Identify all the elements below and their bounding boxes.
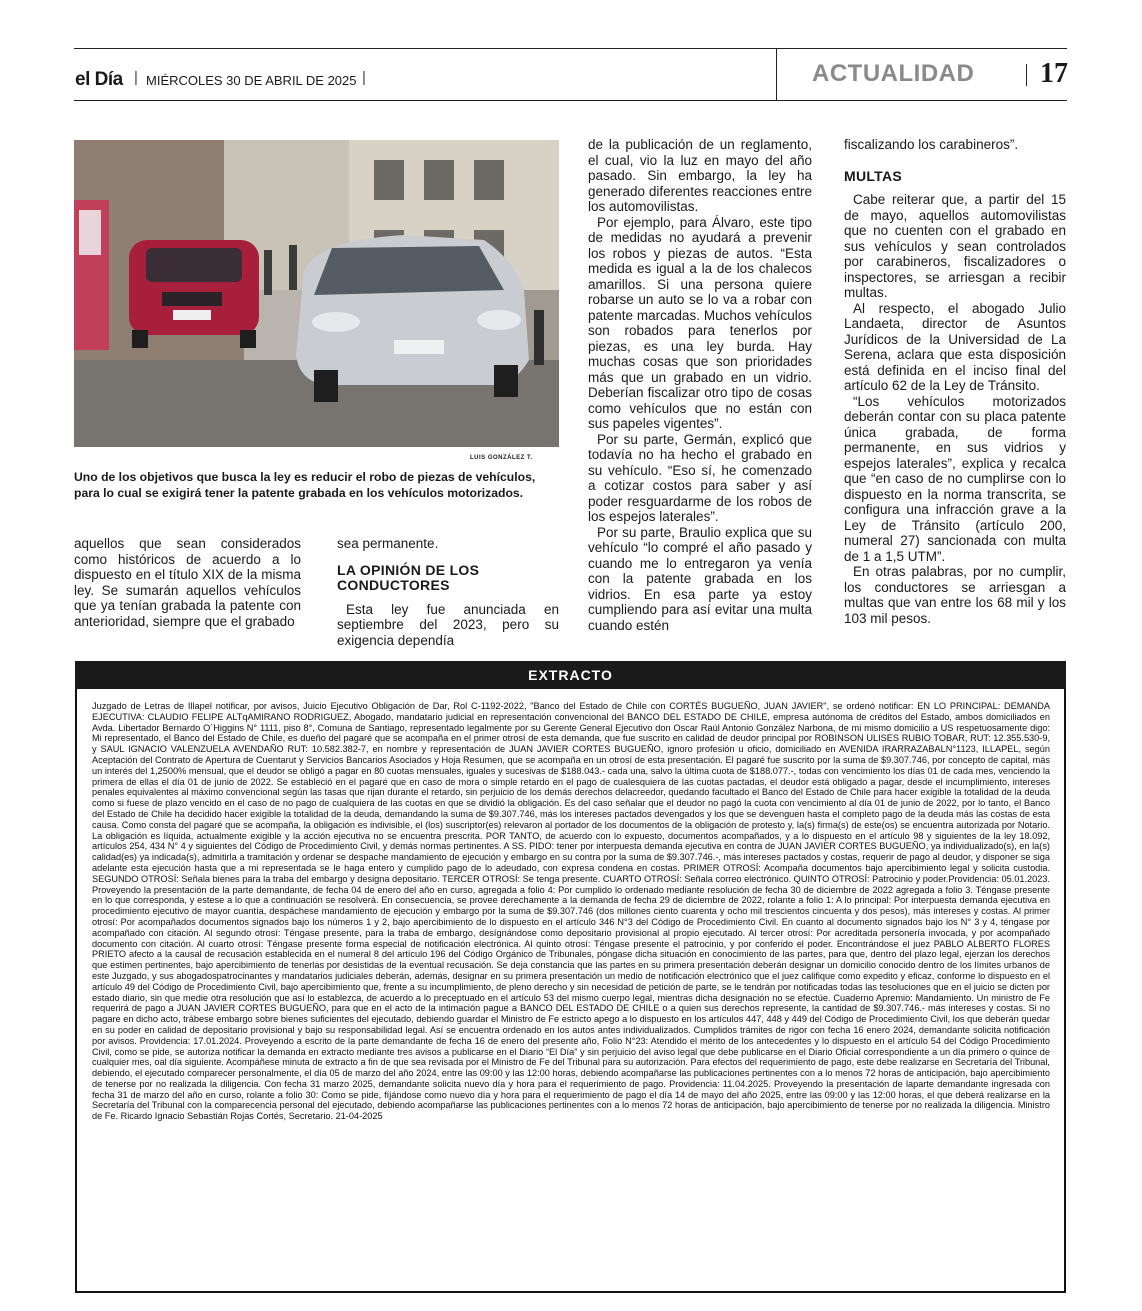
- article-paragraph: de la publicación de un reglamento, el cual, vio la luz en mayo del año pasado. Sin embargo, la ley ha generado diferentes reacciones entre los automovilistas.: [588, 137, 812, 214]
- header-separator: |: [362, 69, 366, 86]
- article-paragraph: Por su parte, Germán, explicó que todavía no ha hecho el grabado en su vehículo. “Eso sí, he comenzado a cotizar costos para saber y así poder resguardarme de los robos de los espejos laterales”.: [588, 431, 812, 524]
- article-column-3: [588, 137, 812, 633]
- article-paragraph: En otras palabras, por no cumplir, los conductores se arriesgan a multas que van entre los 68 mil y los 103 mil pesos.: [844, 564, 1066, 626]
- article-paragraph: Esta ley fue anunciada en septiembre del 2023, pero su exigencia dependía: [337, 601, 559, 648]
- subheading: MULTAS: [844, 167, 903, 184]
- article-paragraph: sea permanente.: [337, 536, 439, 551]
- photo-caption: Uno de los objetivos que busca la ley es reducir el robo de piezas de vehículos, para lo cual se exigirá tener la patente grabada en los vehículos motorizados.: [74, 470, 536, 500]
- article-paragraph: Por ejemplo, para Álvaro, este tipo de medidas no ayudará a prevenir los robos y piezas de autos. “Esta medida es igual a la de los chalecos amarillos. Si una persona quiere robarse un auto se lo va a robar con patente marcadas. Muchos vehículos son robados para tenerlos por piezas, es una ley burda. Hay muchas cosas que son prioridades más que un grabado en un vidrio. Deberían fiscalizar otro tipo de cosas como vehículos que no están con sus papeles vigentes”.: [588, 214, 812, 431]
- page-number-divider: [1026, 64, 1027, 86]
- subheading: LA OPINIÓN DE LOS CONDUCTORES: [337, 561, 480, 593]
- legal-notice-title: EXTRACTO: [75, 661, 1066, 689]
- article-paragraph: aquellos que sean considerados como históricos de acuerdo a lo dispuesto en el título XIX de la misma ley. Se sumarán aquellos vehículos que ya tenían grabada la patente con anterioridad, siempre que el grabado: [74, 536, 301, 629]
- issue-date: MIÉRCOLES 30 DE ABRIL DE 2025: [146, 73, 357, 88]
- article-paragraph: Por su parte, Braulio explica que su vehículo “lo compré el año pasado y cuando me lo entregaron ya venía con la patente grabada en los vidrios. En esa parte ya estoy cumpliendo para así evitar una multa cuando estén: [588, 524, 812, 633]
- article-column-1: [74, 536, 301, 629]
- legal-notice-text: Juzgado de Letras de Illapel notificar, por avisos, Juicio Ejecutivo Obligación de Dar, Rol C-1192-2022, "Banco del Estado de Chile con CORTÉS BUGUEÑO, JUAN JAVIER", se ordenó notificar: EN LO PRINCIPAL: DEMANDA EJECUTIVA: CLAUDIO FELIPE ALTqAMIRANO RODRIGUEZ, Abogado, mandatario judicial en representación convencional del BANCO DEL ESTADO DE CHILE, empresa autónoma de créditos del Estado, ambos domiciliados en Avda. Libertador Bernardo O´Higgins N° 1111, piso 8°, Comuna de Santiago, representado legalmente por su Gerente General Ejecutivo don Oscar Raúl Antonio González Narbona, de mi mismo domicilio a US respetuosamente digo: Mi representado, el Banco del Estado de Chile, es dueño del pagaré que se acompaña en el primer otrosí de esta demanda, que fue suscrito en calidad de deudor principal por ROBINSON ULISES RUBIO TOBAR, RUT: 12.355.530-9, y SAUL IGNACIO VALENZUELA AVENDAÑO RUT: 10.582.382-7, en nombre y representación de JUAN JAVIER CORTES BUGUEÑO, ignoro profesión u oficio, domiciliado en AVENIDA IRARRAZABALN°1123, ILLAPEL, según Aceptación del Contrato de Apertura de Cuentarut y Servicios Bancarios Asociados y Hoja Resumen, que se acompaña en un otrosí de esta presentación. El pagaré fue suscrito por la suma de $9.307.746, por concepto de capital, más un interés del 1,2500% mensual, que el deudor se obligó a pagar en 80 cuotas mensuales, iguales y sucesivas de $188.043.- cada una, salvo la última cuota de $188.077.-, todas con vencimiento los días 01 de cada mes, venciendo la primera de ellas el día 01 de junio de 2022. Se estableció en el pagaré que en caso de mora o simple retardo en el pago de cualesquiera de las cuotas pactadas, el deudor está obligado a pagar, desde el incumplimiento, intereses penales equivalentes al máximo convencional según las tasas que rijan durante el retardo, sin perjuicio de los demás derechos delacreedor, quedando facultado el Banco del Estado de Chile para hacer exigible la totalidad de la deuda como si fuese de plazo vencido en el caso de no pago de cualquiera de las cuotas en que se dividió la obligación. Es del caso señalar que el deudor no pagó la cuota con vencimiento al día 01 de junio de 2022, por lo tanto, el Banco del Estado de Chile ha decidido hacer exigible la totalidad de la deuda, demandando la suma de $9.307.746, más los intereses pactados devengados y los que se devenguen hasta el completo pago de la deuda más las costas de esta causa. Como consta del pagaré que se acompaña, la obligación es indivisible, el (los) suscriptor(es) relevaron al portador de los documentos de la obligación de protesto y, la(s) firma(s) de este(os) se encuentra autorizada por Notario. La obligación es líquida, actualmente exigible y la acción ejecutiva no se encuentra prescrita. POR TANTO, de acuerdo con lo expuesto, documentos acompañados, y a lo dispuesto en el artículo 98 y siguientes de la ley 18.092, artículos 254, 434 N° 4 y siguientes del Código de Procedimiento Civil, y demás normas pertinentes. A SS. PIDO: tener por interpuesta demanda ejecutiva en contra de JUAN JAVIER CORTES BUGUEÑO, ya individualizado(s), en la(s) calidad(es) ya indicada(s), admitirla a tramitación y ordenar se despache mandamiento de ejecución y embargo en su contra por la suma de $9.307.746.-, más intereses pactados y costas, requerir de pago al deudor, y disponer se siga adelante esta ejecución hasta que a mi representada se le haga entero y cumplido pago de lo adeudado, con expresa condena en costas. PRIMER OTROSÍ: Acompaña documentos bajo apercibimiento legal y solicita custodia. SEGUNDO OTROSÍ: Señala bienes para la traba del embargo y designa depositario. TERCER OTROSÍ: Se tenga presente. CUARTO OTROSÍ: Señala correo electrónico. QUINTO OTROSÍ: Patrocinio y poder.Providencia: 05.01.2023. Proveyendo la presentación de la parte demandante, de fecha 04 de enero del año en curso, agregada a folio 4: Por cumplido lo ordenado mediante resolución de fecha 30 de diciembre de 2022 agregada a folio 3. Téngase presente en lo que corresponda, y estese a lo que a continuación se resolverá. En consecuencia, se provee derechamente a la demanda de fecha 29 de diciembre de 2022, rolante a folio 1: A lo principal: Por interpuesta demanda ejecutiva en procedimiento ejecutivo de mayor cuantía, despáchese mandamiento de ejecución y embargo por la suma de $9.307.746 (dos millones ciento cuarenta y ocho mil trescientos cincuenta y dos pesos), más intereses y costas. Al primer otrosí: Por acompañados documentos signados bajo los números 1 y 2, bajo apercibimiento de lo dispuesto en el artículo 346 N°3 del Código de Procedimiento Civil. En cuanto al documento signados bajo los N° 3 y 4, téngase por acompañado con citación. Al segundo otrosí: Téngase presente, para la traba de embargo, desígnándose como depositario provisional al propio ejecutado. Al tercer otrosí: Por acreditada personería invocada, y por acompañado documento con citación. Al cuarto otrosí: Téngase presente forma especial de notificación electrónica. Al quinto otrosí: Téngase presente el patrocinio, y por conferido el poder. Encontrándose el juez PABLO ALBERTO FLORES PRIETO afecto a la causal de recusación establecida en el numeral 8 del artículo 196 del Código Orgánico de Tribunales, póngase dicha situación en conocimiento de las partes, para que, dentro del plazo legal, ejerzan los derechos que estimen pertinentes, bajo apercibimiento de tenerlas por desistidas de la eventual recusación. Se deja constancia que las partes en su primera presentación deberán designar un domicilio conocido dentro de los límites urbanos de este Juzgado, y sus abogadospatrocinantes y mandatarios judiciales deberán, además, designar en su primera presentación un medio de notificación electrónico que el juez califique como expedito y eficaz, conforme lo dispuesto en el artículo 49 del Código de Procedimiento Civil, bajo apercibimiento que, frente a su incumplimiento, de pleno derecho y sin necesidad de petición de parte, se le tendrán por notificadas todas las tesoluciones que en el juicio se dicten por estado diario, sin que medie otra resolución que así lo establezca, de acuerdo a lo preceptuado en el artículo 53 del mismo cuerpo legal, mientras dicha designación no se efectúe. Cuaderno Apremio: Mandamiento. Un ministro de Fe requerirá de pago a JUAN JAVIER CORTES BUGUEÑO, para que en el acto de la intimación pague a BANCO DEL ESTADO DE CHILE o a quien sus derechos represente, la cantidad de $9.307.746.- más intereses y costas. Si no pagare en dicho acto, trábese embargo sobre bienes suficientes del ejecutado, debiendo guardar el Ministro de Fe estricto apego a lo dispuesto en los artículos 447, 448 y 449 del Código de Procedimiento Civil, los que deberán quedar en su poder en calidad de depositario provisional y bajo su responsabilidad legal. Así se encuentra ordenado en los autos antes individualizados. Cumplidos trámites de rigor con fecha 16 enero 2024, demandante solicita notificación por avisos. Providencia: 17.01.2024. Proveyendo a escrito de la parte demandante de fecha 16 de enero del presente año, Folio N°23: Atendido el mérito de los antecedentes y lo dispuesto en el artículo 54 del Código Procedimiento Civil, como se pide, se autoriza notificar la demanda en extracto mediante tres avisos a publicarse en el Diario “El Día” y sin perjuicio del aviso legal que debe publicarse en el Diario Oficial correspondiente a un día primero o quince de cualquier mes, oal día siguiente. Acompáñese minuta de extracto a fin de que sea revisada por el Ministro de Fe del Tribunal para su autorización. Para efectos del requerimiento de pago, este debe realizarse en Secretaría del Tribunal, debiendo, el ejecutado comparecer personalmente, el día 05 de marzo del año 2024, entre las 09:00 y las 12:00 horas, debiendo acompañarse las publicaciones pertinentes con a lo menos 72 horas de anticipación, bajo apercibimiento de tenerse por no realizada la diligencia. Con fecha 31 marzo 2025, demandante solicita nuevo día y hora para el requerimiento de pago. Providencia: 11.04.2025. Proveyendo la presentación de laparte demandante ingresada con fecha 31 de marzo del año en curso, rolante a folio 30: Como se pide, fíjándose como nuevo día y hora para el requerimiento de pago el día 14 de mayo del año 2025, entre las 09:00 y las 12:00 horas, el que deberá realizarse en la Secretaría del Tribunal con la comparecencia personal del ejecutado, debiendo acompañarse las publicaciones pertinentes con a lo menos 72 horas de anticipación, bajo apercibimiento de tenerse por no realizada la diligencia. Ministro de Fe. Ricardo Ignacio Sebastián Rojas Cortés, Secretario. 21-04-2025: [92, 701, 1050, 1122]
- article-paragraph: Cabe reiterar que, a partir del 15 de mayo, aquellos automovilistas que no cuenten con el grabado en sus vehículos y sean controlados por carabineros, fiscalizadores o inspectores, se arriesgan a recibir multas.: [844, 192, 1066, 300]
- street-photo: [74, 140, 559, 447]
- newspaper-logo[interactable]: el Día: [75, 69, 123, 90]
- article-column-4: [844, 137, 1066, 626]
- article-paragraph: fiscalizando los carabineros”.: [844, 137, 1019, 152]
- header-bottom-rule: [74, 100, 1067, 101]
- section-title: ACTUALIDAD: [812, 60, 975, 87]
- article-paragraph: Al respecto, el abogado Julio Landaeta, director de Asuntos Jurídicos de la Universidad de La Serena, aclara que esta disposición está definida en el inciso final del artículo 62 de la Ley de Tránsito.: [844, 300, 1066, 393]
- header-top-rule: [74, 48, 1067, 49]
- article-column-2: [337, 536, 559, 648]
- page-number: 17: [1040, 58, 1068, 89]
- article-paragraph: “Los vehículos motorizados deberán contar con su placa patente única grabada, de forma permanente, en sus vidrios y espejos laterales”, explica y recalca que “en caso de no cumplirse con lo dispuesto en la norma transcrita, se configura una infracción grave a la Ley de Tránsito (artículo 200, numeral 27) sancionada con multa de 1 a 1,5 UTM”.: [844, 393, 1066, 564]
- header-divider: [776, 48, 777, 101]
- header-separator: |: [134, 69, 138, 86]
- photo-credit: LUIS GONZÁLEZ T.: [470, 455, 533, 461]
